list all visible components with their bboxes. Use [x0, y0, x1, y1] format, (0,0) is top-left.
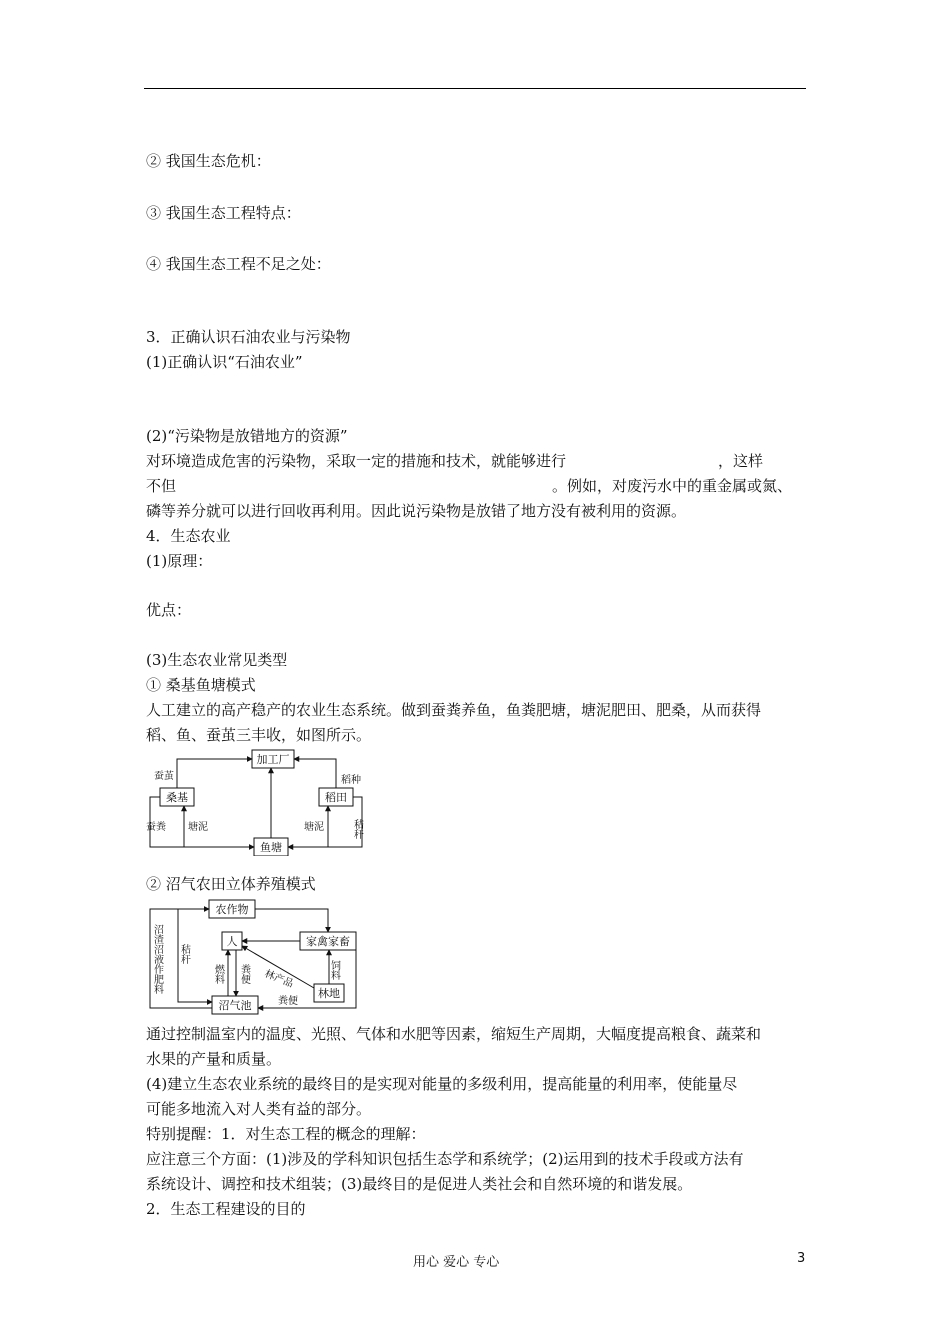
footer-motto: 用心 爱心 专心: [413, 1255, 500, 1270]
flow-arrow: [255, 909, 328, 932]
straw-label: 秸秆: [178, 944, 190, 964]
text-line-three-aspects-cont: 系统设计、调控和技术组装；(3)最终目的是促进人类社会和自然环境的和谐发展。: [146, 1175, 693, 1193]
page-number: 3: [797, 1251, 806, 1266]
text-line-mulberry-fish-pond: ① 桑基鱼塘模式: [146, 676, 256, 694]
flow-arrow: [294, 759, 336, 788]
text-line-greenhouse-cont: 水果的产量和质量。: [146, 1050, 282, 1068]
text-segment: 不但: [146, 477, 177, 495]
mulberry-label: 桑基: [166, 791, 188, 804]
rice-field-label: 稻田: [325, 791, 347, 804]
text-line-greenhouse: 通过控制温室内的温度、光照、气体和水肥等因素，缩短生产周期，大幅度提高粮食、蔬菜和: [146, 1025, 762, 1043]
text-line-final-goal-cont: 可能多地流入对人类有益的部分。: [146, 1100, 372, 1118]
straw-label: 秸秆: [351, 819, 363, 839]
text-line-construction-purpose: 2．生态工程建设的目的: [146, 1200, 306, 1218]
poultry-label: 家禽家畜: [306, 935, 350, 948]
text-line-three-aspects: 应注意三个方面：(1)涉及的学科知识包括生态学和系统学；(2)运用到的技术手段或方法有: [146, 1150, 744, 1168]
pond-mud-label: 塘泥: [304, 822, 324, 833]
human-label: 人: [226, 935, 238, 948]
forest-label: 林地: [318, 987, 340, 1000]
feed-label: 饲料: [328, 960, 340, 980]
crops-label: 农作物: [215, 903, 249, 916]
text-line-pollutant-resource: (2)“污染物是放错地方的资源”: [146, 427, 348, 445]
text-line-engineering-features: ③ 我国生态工程特点：: [146, 204, 301, 222]
text-line-mulberry-description: 人工建立的高产稳产的农业生态系统。做到蚕粪养鱼，鱼粪肥塘，塘泥肥田、肥桑，从而获得: [146, 701, 762, 719]
text-line-petroleum-agriculture: (1)正确认识“石油农业”: [146, 353, 303, 371]
text-line-advantages: 优点：: [146, 601, 192, 619]
fuel-label: 燃料: [212, 964, 224, 984]
pond-mud-label: 塘泥: [188, 822, 208, 833]
biogas-farm-diagram: [146, 896, 362, 1020]
text-line-pollutant-example: [146, 476, 792, 496]
text-line-common-types: (3)生态农业常见类型: [146, 651, 288, 669]
text-segment: ，这样: [718, 452, 764, 470]
text-segment: 对环境造成危害的污染物，采取一定的措施和技术，就能够进行: [146, 452, 567, 470]
forest-products-label: 林产品: [262, 968, 295, 991]
biogas-label: 沼气池: [218, 999, 252, 1012]
text-line-biogas-model: ② 沼气农田立体养殖模式: [146, 875, 316, 893]
header-rule: [144, 88, 806, 89]
processing-plant-label: 加工厂: [256, 753, 290, 766]
feces-label: 粪便: [278, 996, 298, 1007]
text-line-special-note: 特别提醒：1．对生态工程的概念的理解：: [146, 1125, 426, 1143]
text-segment: 。例如，对废污水中的重金属或氮、: [552, 477, 793, 495]
cocoon-label: 蚕茧: [154, 771, 174, 782]
text-line-engineering-shortcomings: ④ 我国生态工程不足之处：: [146, 255, 331, 273]
text-line-pollutant-conclusion: 磷等养分就可以进行回收再利用。因此说污染物是放错了地方没有被利用的资源。: [146, 502, 687, 520]
text-line-principle: (1)原理：: [146, 552, 213, 570]
mulberry-fish-pond-diagram: [146, 746, 368, 856]
text-line-pollutant-treatment: [146, 451, 763, 471]
residue-label: 沼渣沼液作肥料: [151, 924, 163, 994]
text-line-final-goal: (4)建立生态农业系统的最终目的是实现对能量的多级利用，提高能量的利用率，使能量尽: [146, 1075, 738, 1093]
text-line-ecological-crisis: ② 我国生态危机：: [146, 152, 271, 170]
section-heading-3: 3．正确认识石油农业与污染物: [146, 328, 351, 346]
section-heading-4: 4．生态农业: [146, 527, 231, 545]
feces-label: 粪便: [238, 964, 250, 984]
rice-grain-label: 稻种: [341, 775, 361, 786]
text-line-mulberry-description-cont: 稻、鱼、蚕茧三丰收，如图所示。: [146, 726, 372, 744]
silkworm-feces-label: 蚕粪: [146, 822, 166, 833]
flow-arrow: [177, 759, 252, 788]
fish-pond-label: 鱼塘: [260, 841, 282, 854]
